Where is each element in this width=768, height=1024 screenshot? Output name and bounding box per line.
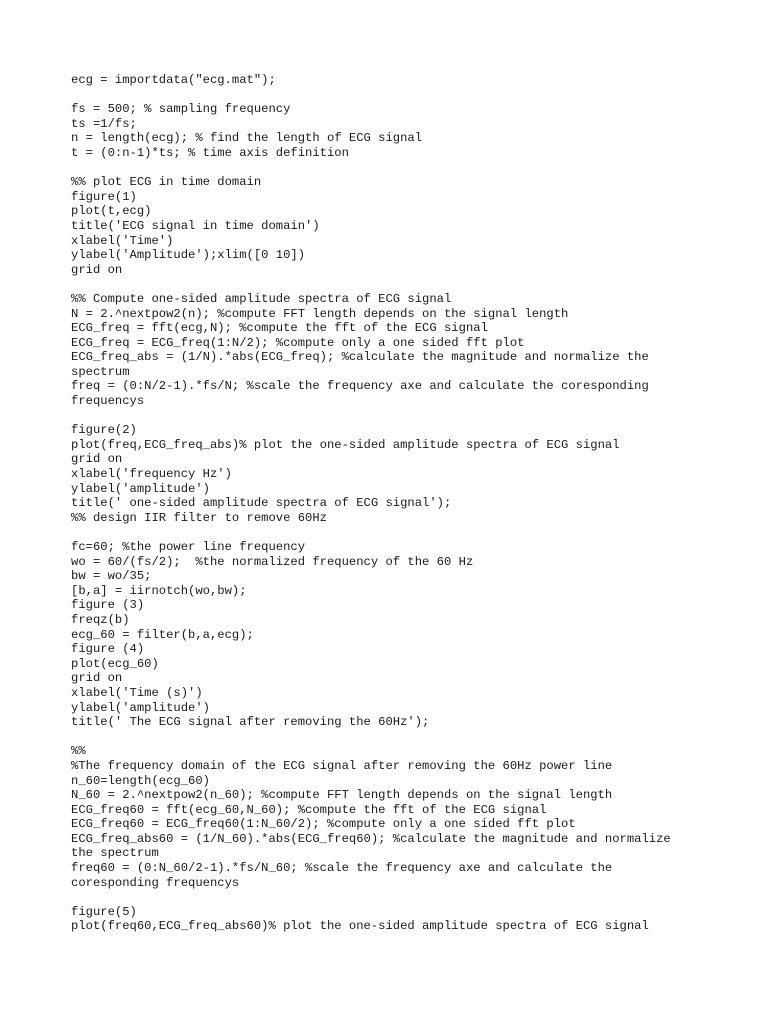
code-line: ylabel('Amplitude');xlim([0 10]): [71, 248, 306, 263]
code-line: grid on: [71, 452, 123, 467]
code-line: t = (0:n-1)*ts; % time axis definition: [71, 145, 349, 160]
code-listing: [71, 73, 751, 934]
code-line: xlabel('Time (s)'): [71, 685, 203, 700]
code-line: freqz(b): [71, 612, 130, 627]
code-line: %% plot ECG in time domain: [71, 175, 262, 190]
code-line: bw = wo/35;: [71, 569, 152, 584]
code-line: wo = 60/(fs/2); %the normalized frequency of the 60 Hz: [71, 554, 474, 569]
code-line: ECG_freq_abs60 = (1/N_60).*abs(ECG_freq60); %calculate the magnitude and normalize: [71, 831, 671, 846]
code-line: n = length(ecg); % find the length of ECG signal: [71, 131, 423, 146]
code-line: freq = (0:N/2-1).*fs/N; %scale the frequency axe and calculate the coresponding: [71, 379, 649, 394]
code-line: title('ECG signal in time domain'): [71, 218, 320, 233]
code-line: figure (3): [71, 598, 145, 613]
code-line: grid on: [71, 262, 123, 277]
code-line: grid on: [71, 671, 123, 686]
code-line: xlabel('frequency Hz'): [71, 467, 232, 482]
code-line: %%: [71, 744, 86, 759]
code-line: title(' The ECG signal after removing the 60Hz');: [71, 715, 430, 730]
code-line: n_60=length(ecg_60): [71, 773, 210, 788]
code-line: ECG_freq = ECG_freq(1:N/2); %compute only a one sided fft plot: [71, 335, 525, 350]
code-line: figure(5): [71, 904, 137, 919]
code-line: plot(freq,ECG_freq_abs)% plot the one-sided amplitude spectra of ECG signal: [71, 437, 620, 452]
blank-line: [71, 730, 751, 745]
code-line: freq60 = (0:N_60/2-1).*fs/N_60; %scale the frequency axe and calculate the: [71, 861, 613, 876]
code-line: spectrum: [71, 364, 130, 379]
code-line: frequencys: [71, 394, 145, 409]
code-line: N = 2.^nextpow2(n); %compute FFT length depends on the signal length: [71, 306, 569, 321]
code-line: coresponding frequencys: [71, 875, 240, 890]
blank-line: [71, 890, 751, 905]
blank-line: [71, 525, 751, 540]
code-line: ylabel('amplitude'): [71, 700, 210, 715]
code-line: ylabel('amplitude'): [71, 481, 210, 496]
code-line: ecg = importdata("ecg.mat");: [71, 73, 276, 87]
code-line: %% Compute one-sided amplitude spectra of ECG signal: [71, 291, 452, 306]
code-line: ecg_60 = filter(b,a,ecg);: [71, 627, 254, 642]
code-line: ts =1/fs;: [71, 116, 137, 131]
blank-line: [71, 161, 751, 176]
blank-line: [71, 277, 751, 292]
code-line: plot(t,ecg): [71, 204, 152, 219]
code-line: plot(freq60,ECG_freq_abs60)% plot the one-sided amplitude spectra of ECG signal: [71, 919, 649, 934]
code-line: [b,a] = iirnotch(wo,bw);: [71, 583, 247, 598]
code-line: ECG_freq = fft(ecg,N); %compute the fft of the ECG signal: [71, 321, 488, 336]
code-line: ECG_freq60 = fft(ecg_60,N_60); %compute the fft of the ECG signal: [71, 802, 547, 817]
code-line: plot(ecg_60): [71, 656, 159, 671]
code-line: %The frequency domain of the ECG signal after removing the 60Hz power line: [71, 758, 613, 773]
blank-line: [71, 88, 751, 103]
code-line: fc=60; %the power line frequency: [71, 540, 306, 554]
code-line: figure (4): [71, 642, 145, 657]
code-line: N_60 = 2.^nextpow2(n_60); %compute FFT length depends on the signal length: [71, 788, 613, 803]
code-line: %% design IIR filter to remove 60Hz: [71, 510, 327, 525]
code-line: fs = 500; % sampling frequency: [71, 102, 291, 117]
blank-line: [71, 409, 751, 424]
code-line: ECG_freq_abs = (1/N).*abs(ECG_freq); %calculate the magnitude and normalize the: [71, 350, 649, 365]
code-line: figure(1): [71, 189, 137, 204]
code-line: title(' one-sided amplitude spectra of ECG signal');: [71, 496, 452, 511]
code-line: figure(2): [71, 423, 137, 438]
code-line: the spectrum: [71, 846, 159, 861]
code-line: ECG_freq60 = ECG_freq60(1:N_60/2); %compute only a one sided fft plot: [71, 817, 576, 832]
code-line: xlabel('Time'): [71, 233, 174, 248]
